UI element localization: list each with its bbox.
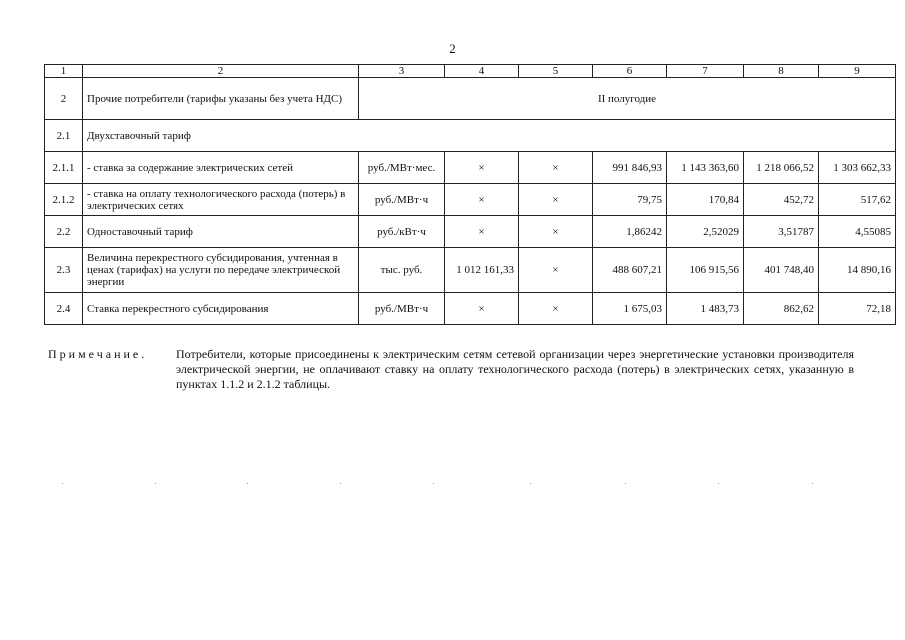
row-value: 4,55085 [819,216,896,248]
row-name: Величина перекрестного субсидирования, учтенная в ценах (тарифах) на услуги по передаче электрической энергии [83,248,359,293]
section-number: 2 [45,78,83,120]
footnote-text: Потребители, которые присоединены к электрическим сетям сетевой организации через энергетические установки производителя электрической энергии, не оплачивают ставку на оплату технологического расхода (потерь) в электрических сетях, указанную в пунктах 1.1.2 и 2.1.2 таблицы. [176,347,854,391]
column-number: 3 [359,65,445,78]
section-period: II полугодие [359,78,896,120]
tariff-table [44,64,896,325]
column-number: 5 [519,65,593,78]
row-value: × [519,248,593,293]
footnote-label: Примечание. [48,347,148,361]
row-number: 2.2 [45,216,83,248]
row-unit: руб./МВт·мес. [359,152,445,184]
scan-artifact-dots [0,483,905,489]
group-title: Двухставочный тариф [83,120,896,152]
row-value: 106 915,56 [667,248,744,293]
row-value: × [519,293,593,325]
row-value: 1 012 161,33 [445,248,519,293]
row-name: - ставка на оплату технологического расхода (потерь) в электрических сетях [83,184,359,216]
row-unit: руб./МВт·ч [359,184,445,216]
page-number: 2 [449,41,456,56]
column-number: 2 [83,65,359,78]
row-value: 2,52029 [667,216,744,248]
row-number: 2.3 [45,248,83,293]
row-name: - ставка за содержание электрических сетей [83,152,359,184]
row-name: Ставка перекрестного субсидирования [83,293,359,325]
column-number: 7 [667,65,744,78]
column-number: 9 [819,65,896,78]
row-value: 1 483,73 [667,293,744,325]
row-value: × [519,184,593,216]
row-value: × [519,216,593,248]
row-value: 14 890,16 [819,248,896,293]
row-value: 79,75 [593,184,667,216]
row-value: × [445,152,519,184]
column-number: 8 [744,65,819,78]
row-unit: тыс. руб. [359,248,445,293]
row-unit: руб./МВт·ч [359,293,445,325]
row-value: × [519,152,593,184]
row-value: × [445,293,519,325]
row-name: Одноставочный тариф [83,216,359,248]
row-number: 2.1.2 [45,184,83,216]
row-number: 2.4 [45,293,83,325]
group-number: 2.1 [45,120,83,152]
row-unit: руб./кВт·ч [359,216,445,248]
section-row [45,78,896,120]
group-row [45,120,896,152]
table-row [45,152,896,184]
table-row [45,248,896,293]
row-value: 3,51787 [744,216,819,248]
row-value: 72,18 [819,293,896,325]
table-row [45,293,896,325]
row-value: 1 218 066,52 [744,152,819,184]
row-value: 1,86242 [593,216,667,248]
row-value: 1 303 662,33 [819,152,896,184]
column-number: 1 [45,65,83,78]
row-value: 401 748,40 [744,248,819,293]
row-number: 2.1.1 [45,152,83,184]
row-value: 488 607,21 [593,248,667,293]
column-number: 6 [593,65,667,78]
table-row [45,184,896,216]
row-value: 1 143 363,60 [667,152,744,184]
column-number: 4 [445,65,519,78]
column-number-row [45,65,896,78]
table-row [45,216,896,248]
row-value: × [445,216,519,248]
row-value: 991 846,93 [593,152,667,184]
row-value: 517,62 [819,184,896,216]
row-value: 170,84 [667,184,744,216]
row-value: 452,72 [744,184,819,216]
section-title: Прочие потребители (тарифы указаны без учета НДС) [83,78,359,120]
row-value: × [445,184,519,216]
row-value: 1 675,03 [593,293,667,325]
row-value: 862,62 [744,293,819,325]
